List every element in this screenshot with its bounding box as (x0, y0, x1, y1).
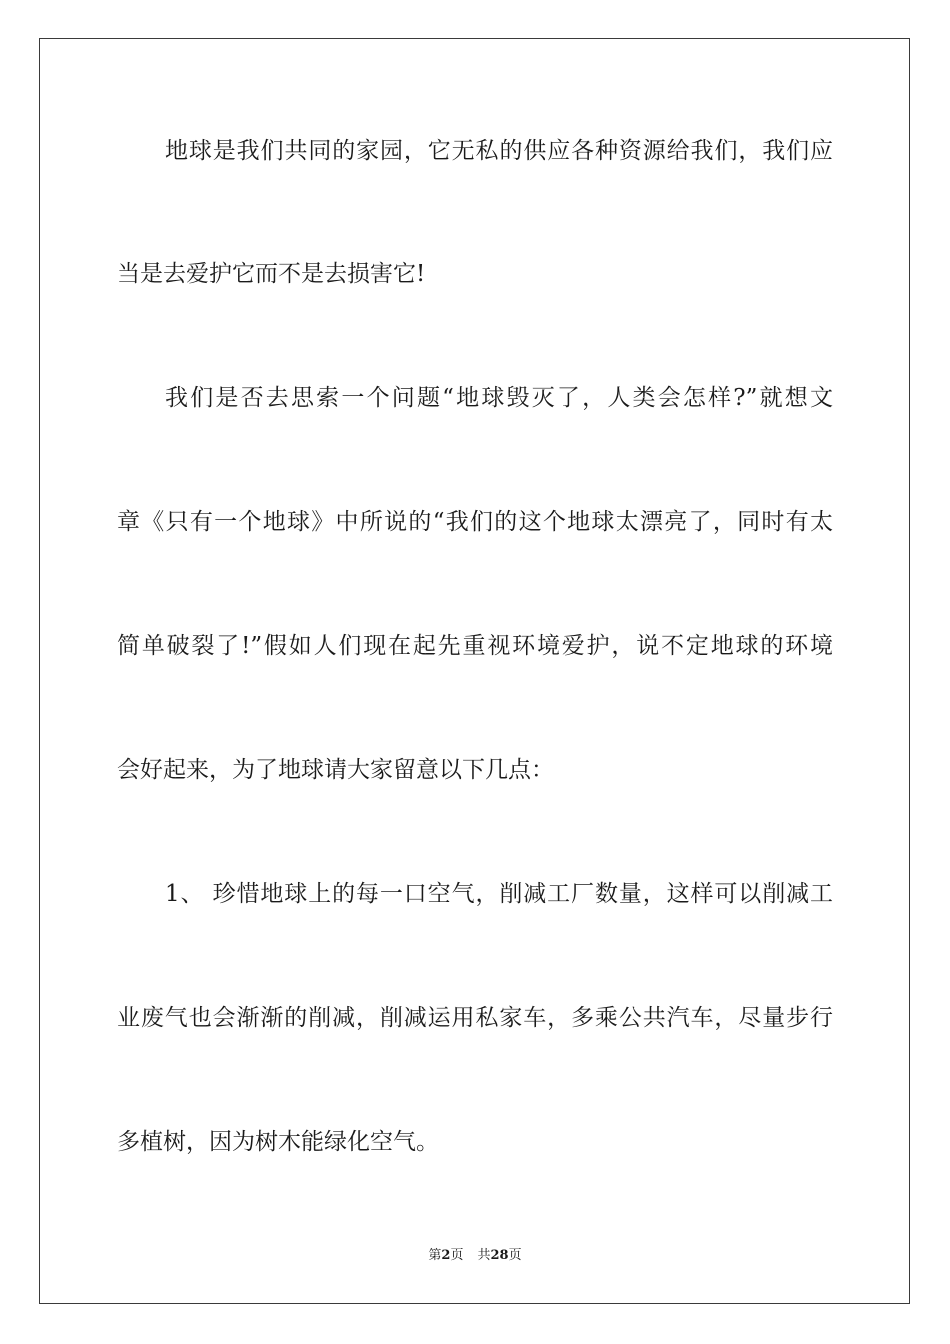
total-prefix: 共 (477, 1248, 491, 1263)
total-suffix: 页 (508, 1248, 522, 1263)
total-pages: 28 (490, 1248, 509, 1263)
paragraph-2-line-1: 我们是否去思索一个问题“地球毁灭了，人类会怎样?”就想文 (165, 385, 833, 411)
paragraph-1-line-2: 当是去爱护它而不是去损害它! (117, 261, 426, 287)
page-frame (39, 38, 910, 1304)
paragraph-3-line-1: 1、 珍惜地球上的每一口空气，削减工厂数量，这样可以削减工 (165, 881, 833, 907)
page-suffix: 页 (450, 1248, 464, 1263)
page-prefix: 第 (428, 1248, 442, 1263)
paragraph-2-line-4: 会好起来，为了地球请大家留意以下几点： (117, 757, 554, 783)
paragraph-1-line-1: 地球是我们共同的家园，它无私的供应各种资源给我们，我们应 (165, 138, 833, 164)
paragraph-2-line-2: 章《只有一个地球》中所说的“我们的这个地球太漂亮了，同时有太 (117, 509, 833, 535)
paragraph-3-line-3: 多植树，因为树木能绿化空气。 (117, 1129, 439, 1155)
paragraph-2-line-3: 简单破裂了!”假如人们现在起先重视环境爱护，说不定地球的环境 (117, 633, 833, 659)
page-number: 2 (441, 1248, 451, 1263)
paragraph-3-line-2: 业废气也会渐渐的削减，削减运用私家车，多乘公共汽车，尽量步行 (117, 1005, 833, 1031)
page-footer (0, 1247, 950, 1265)
